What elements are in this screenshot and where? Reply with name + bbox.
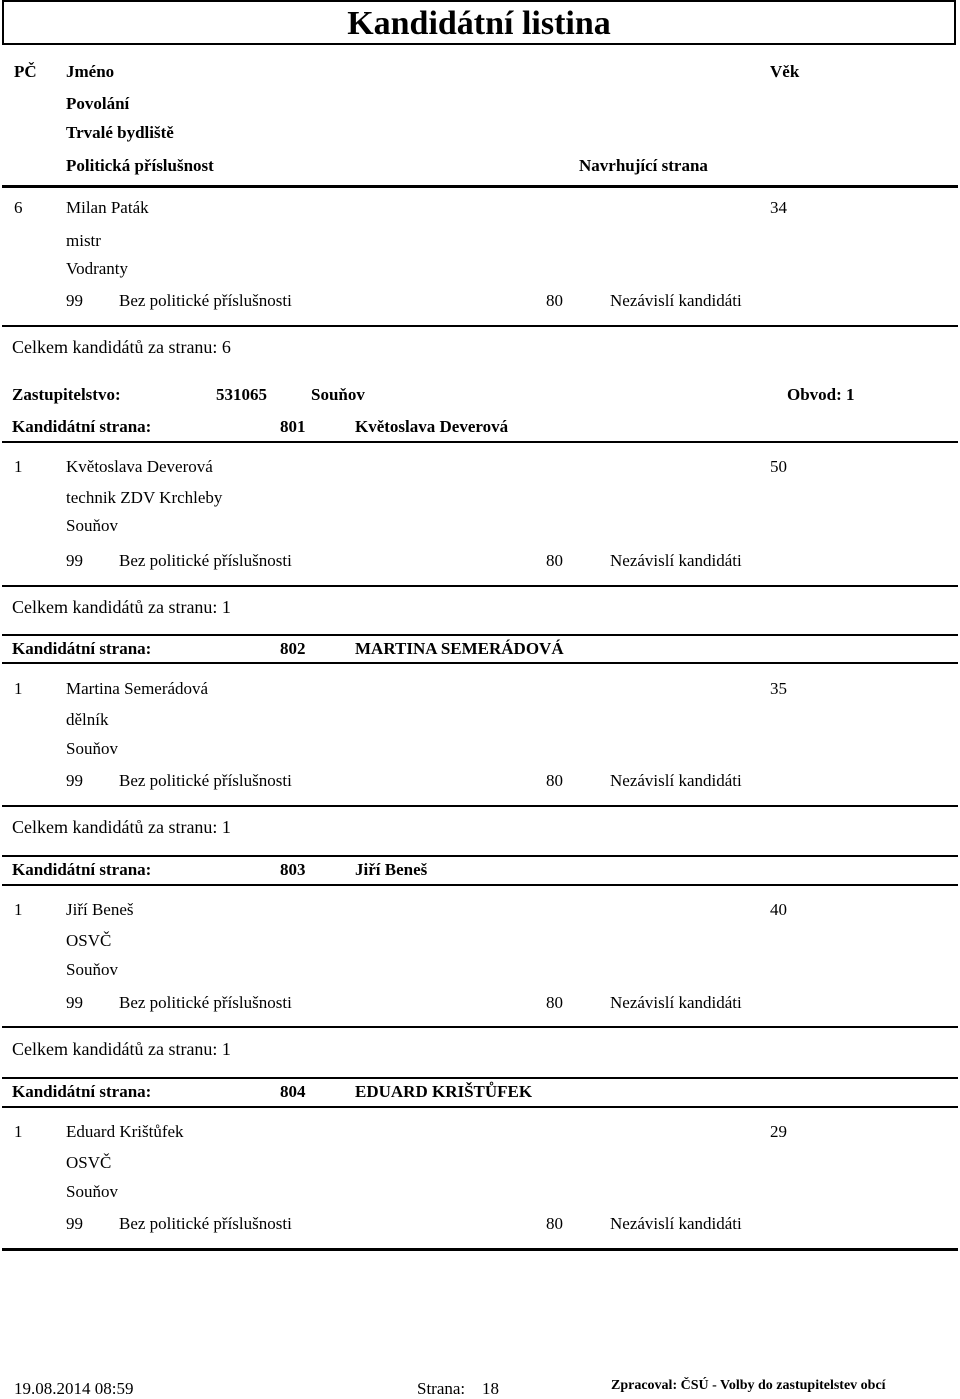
candidate-age: 34	[770, 198, 787, 217]
candidate-residence: Souňov	[66, 1182, 118, 1201]
header-povolani: Povolání	[66, 94, 130, 113]
header-divider	[2, 185, 958, 188]
candidate-age: 35	[770, 679, 787, 698]
candidate-ns-name: Nezávislí kandidáti	[610, 291, 742, 310]
candidate-pc: 1	[14, 457, 23, 476]
candidate-job: OSVČ	[66, 931, 112, 950]
divider	[2, 855, 958, 857]
candidate-ns-code: 80	[546, 291, 563, 310]
divider	[2, 634, 958, 636]
header-bydliste: Trvalé bydliště	[66, 123, 174, 142]
party-label: Kandidátní strana:	[12, 639, 152, 658]
candidate-name: Martina Semerádová	[66, 679, 209, 698]
party-name: Květoslava Deverová	[355, 417, 509, 436]
candidate-ns-name: Nezávislí kandidáti	[610, 551, 742, 570]
candidate-residence: Souňov	[66, 739, 118, 758]
candidate-ns-code: 80	[546, 993, 563, 1012]
candidate-age: 50	[770, 457, 787, 476]
candidate-residence: Vodranty	[66, 259, 129, 278]
obvod: Obvod: 1	[787, 385, 855, 404]
candidate-name: Jiří Beneš	[66, 900, 134, 919]
footer-processed: Zpracoval: ČSÚ - Volby do zastupitelstev obcí	[611, 1378, 886, 1393]
title-box	[2, 0, 956, 45]
candidate-ns-name: Nezávislí kandidáti	[610, 771, 742, 790]
candidate-name: Eduard Krištůfek	[66, 1122, 184, 1141]
zastupitelstvo-label: Zastupitelstvo:	[12, 385, 121, 404]
candidate-pp-code: 99	[66, 291, 83, 310]
candidate-pp-code: 99	[66, 1214, 83, 1233]
party-name: Jiří Beneš	[355, 860, 428, 879]
candidate-job: dělník	[66, 710, 109, 729]
party-total: Celkem kandidátů za stranu: 6	[12, 337, 231, 357]
divider	[2, 884, 958, 886]
footer-datetime: 19.08.2014 08:59	[14, 1379, 134, 1398]
party-total: Celkem kandidátů za stranu: 1	[12, 817, 231, 837]
header-pc: PČ	[14, 62, 37, 81]
candidate-pp-name: Bez politické příslušnosti	[119, 1214, 292, 1233]
party-code: 801	[280, 417, 306, 436]
candidate-job: OSVČ	[66, 1153, 112, 1172]
party-label: Kandidátní strana:	[12, 860, 152, 879]
party-code: 802	[280, 639, 306, 658]
candidate-pp-name: Bez politické příslušnosti	[119, 993, 292, 1012]
divider	[2, 662, 958, 664]
divider	[2, 1106, 958, 1108]
party-label: Kandidátní strana:	[12, 1082, 152, 1101]
party-label: Kandidátní strana:	[12, 417, 152, 436]
zastupitelstvo-code: 531065	[216, 385, 267, 404]
candidate-name: Milan Paták	[66, 198, 149, 217]
candidate-pc: 1	[14, 1122, 23, 1141]
candidate-pp-code: 99	[66, 771, 83, 790]
divider	[2, 805, 958, 807]
divider	[2, 1077, 958, 1079]
page-title: Kandidátní listina	[347, 5, 611, 42]
header-jmeno: Jméno	[66, 62, 115, 81]
candidate-ns-code: 80	[546, 551, 563, 570]
candidate-ns-name: Nezávislí kandidáti	[610, 1214, 742, 1233]
candidate-residence: Souňov	[66, 516, 118, 535]
candidate-pc: 1	[14, 900, 23, 919]
candidate-pp-name: Bez politické příslušnosti	[119, 551, 292, 570]
party-total: Celkem kandidátů za stranu: 1	[12, 597, 231, 617]
divider	[2, 325, 958, 327]
candidate-pp-code: 99	[66, 551, 83, 570]
party-total: Celkem kandidátů za stranu: 1	[12, 1039, 231, 1059]
candidate-job: technik ZDV Krchleby	[66, 488, 223, 507]
party-name: MARTINA SEMERÁDOVÁ	[355, 639, 564, 658]
party-code: 803	[280, 860, 306, 879]
candidate-age: 40	[770, 900, 787, 919]
party-name: EDUARD KRIŠTŮFEK	[355, 1082, 533, 1101]
candidate-residence: Souňov	[66, 960, 118, 979]
candidate-ns-code: 80	[546, 771, 563, 790]
candidate-ns-name: Nezávislí kandidáti	[610, 993, 742, 1012]
divider	[2, 1248, 958, 1251]
candidate-pp-name: Bez politické příslušnosti	[119, 771, 292, 790]
candidate-name: Květoslava Deverová	[66, 457, 213, 476]
candidate-pp-name: Bez politické příslušnosti	[119, 291, 292, 310]
candidate-pp-code: 99	[66, 993, 83, 1012]
divider	[2, 1026, 958, 1028]
party-code: 804	[280, 1082, 306, 1101]
candidate-job: mistr	[66, 231, 101, 250]
footer-page-label: Strana:	[417, 1379, 466, 1398]
candidate-pc: 6	[14, 198, 23, 217]
candidate-ns-code: 80	[546, 1214, 563, 1233]
zastupitelstvo-name: Souňov	[311, 385, 365, 404]
header-vek: Věk	[770, 62, 800, 81]
divider	[2, 441, 958, 443]
header-prislusnost: Politická příslušnost	[66, 156, 214, 175]
candidate-age: 29	[770, 1122, 787, 1141]
divider	[2, 585, 958, 587]
header-navrhujici: Navrhující strana	[579, 156, 708, 175]
footer-page-number: 18	[482, 1379, 499, 1398]
candidate-pc: 1	[14, 679, 23, 698]
